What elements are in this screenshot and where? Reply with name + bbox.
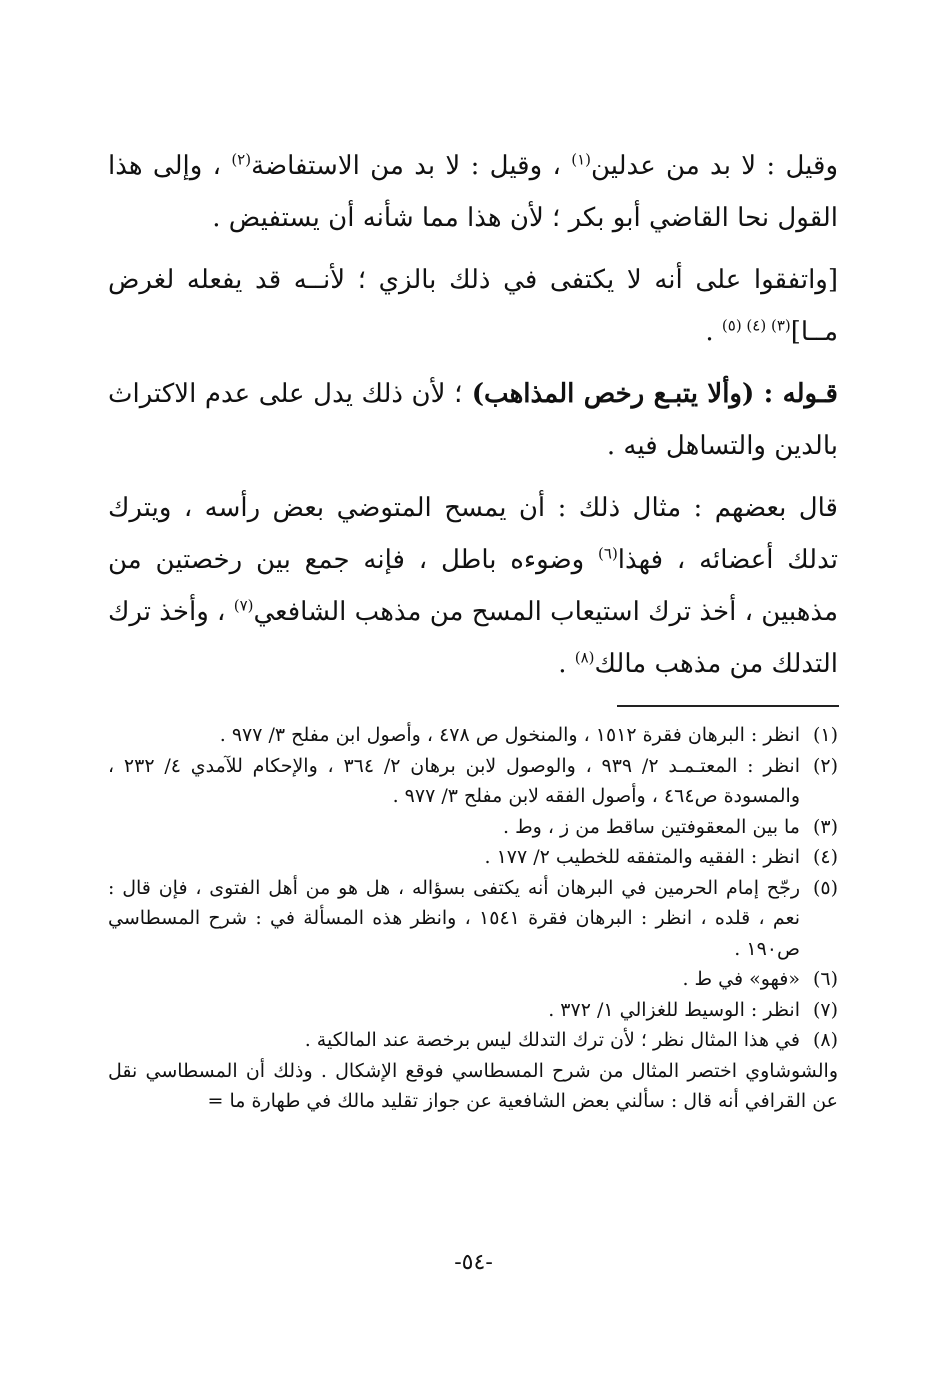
footnote-8 — [108, 1025, 838, 1056]
paragraph-4 — [108, 482, 838, 690]
paragraph-2 — [108, 254, 838, 358]
footnote-number: (٧) — [812, 998, 838, 1021]
paragraph-4-part-a: قال بعضهم : مثال ذلك : أن يمسح المتوضي بعض رأسه ، ويترك تدلك أعضائه ، فهذا — [108, 493, 838, 575]
paragraph-4-part-b: وضوءه باطل ، فإنه جمع بين رخصتين من مذهبين ، أخذ ترك استيعاب المسح من مذهب الشافعي — [108, 545, 839, 627]
page-number: -٥٤- — [454, 1250, 493, 1275]
footnote-6 — [108, 964, 838, 995]
paragraph-1-part-b: ، وقيل : لا بد من الاستفاضة — [251, 151, 572, 181]
footnote-text: انظر : الوسيط للغزالي ١/ ٣٧٢ . — [548, 998, 800, 1021]
paragraph-2-part-a: [واتفقوا على أنه لا يكتفى في ذلك بالزي ؛ لأنــه قد يفعله لغرض مــا] — [108, 265, 838, 347]
footnote-ref-2[interactable]: (٢) — [231, 150, 252, 169]
footnote-ref-6[interactable]: (٦) — [598, 544, 618, 563]
footnote-text: انظر : المعتـمـد ٢/ ٩٣٩ ، والوصول لابن برهان ٢/ ٣٦٤ ، والإحكام للآمدي ٤/ ٢٣٢ ، والمسودة ص٤٦٤ ، وأصول الفقه لابن مفلح ٣/ ٩٧٧ . — [108, 754, 800, 807]
footnote-3 — [108, 812, 838, 843]
footnote-ref-3-4-5[interactable]: (٣) (٤) (٥) — [721, 316, 791, 335]
paragraph-4-part-c: ، وأخذ ترك التدلك من مذهب مالك — [108, 597, 838, 679]
paragraph-1-part-c: ، وإلى هذا القول نحا القاضي أبو بكر ؛ لأن هذا مما شأنه أن يستفيض . — [108, 151, 838, 233]
paragraph-3-text: ؛ لأن ذلك يدل على عدم الاكتراث بالدين والتساهل فيه . — [108, 379, 838, 461]
footnote-number: (٤) — [812, 846, 838, 868]
paragraph-3 — [108, 368, 838, 472]
footnote-number: (٣) — [812, 815, 838, 838]
main-text — [108, 140, 838, 700]
footnote-text: في هذا المثال نظر ؛ لأن ترك التدلك ليس برخصة عند المالكية . — [304, 1029, 800, 1051]
footnote-ref-7[interactable]: (٧) — [233, 596, 254, 615]
footnote-separator — [617, 705, 839, 707]
footnote-ref-1[interactable]: (١) — [571, 150, 591, 169]
footnote-text: «فهو» في ط . — [682, 968, 800, 990]
footnote-4 — [108, 842, 838, 873]
paragraph-4-part-d: . — [558, 649, 575, 679]
footnote-continuation: والشوشاوي اختصر المثال من شرح المسطاسي فوقع الإشكال . وذلك أن المسطاسي نقل عن القرافي أنه قال : سألني بعض الشافعية عن جواز تقليد مالك في طهارة ما = — [108, 1059, 838, 1112]
footnote-7 — [108, 995, 838, 1026]
footnote-text: ما بين المعقوفتين ساقط من ز ، وط . — [503, 815, 800, 838]
footnote-text: انظر : الفقيه والمتفقه للخطيب ٢/ ١٧٧ . — [484, 846, 800, 868]
paragraph-2-part-b: . — [705, 317, 722, 347]
footnote-text: انظر : البرهان فقرة ١٥١٢ ، والمنخول ص ٤٧٨ ، وأصول ابن مفلح ٣/ ٩٧٧ . — [219, 724, 800, 746]
footnote-ref-8[interactable]: (٨) — [574, 648, 595, 667]
paragraph-1 — [108, 140, 838, 244]
footnotes — [108, 720, 838, 1117]
footnote-number: (٨) — [812, 1029, 838, 1051]
footnote-number: (٦) — [812, 968, 838, 990]
footnote-number: (٥) — [812, 876, 838, 899]
footnote-number: (٢) — [812, 754, 838, 777]
footnote-2 — [108, 751, 838, 812]
footnote-text: رجّح إمام الحرمين في البرهان أنه يكتفى بسؤاله ، هل هو من أهل الفتوى ، فإن قال : نعم ، قلده ، انظر : البرهان فقرة ١٥٤١ ، وانظر هذه المسألة في : شرح المسطاسي ص١٩٠ . — [108, 876, 800, 960]
quoted-matn: قـوله : (وألا يتبـع رخص المذاهب) — [462, 379, 838, 409]
footnote-1 — [108, 720, 838, 751]
paragraph-1-part-a: وقيل : لا بد من عدلين — [590, 151, 839, 181]
footnote-number: (١) — [812, 724, 838, 746]
footnote-5 — [108, 873, 838, 965]
